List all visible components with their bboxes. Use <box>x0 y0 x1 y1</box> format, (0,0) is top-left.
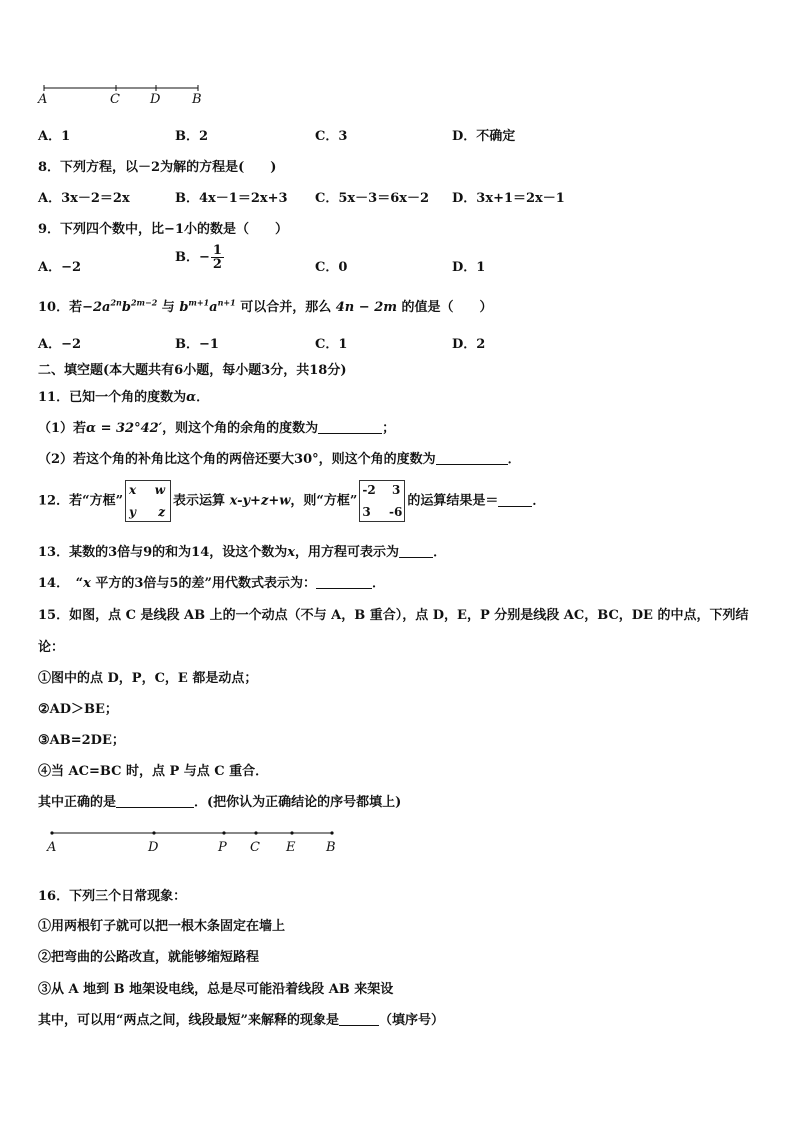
q15-answer-suffix: ．(把你认为正确结论的序号都填上) <box>194 795 402 810</box>
point-label-d: D <box>148 840 159 855</box>
q9-option-d: D．1 <box>452 260 486 275</box>
fraction-numerator: 1 <box>212 243 222 258</box>
section-heading-fill-blank: 二、填空题(本大题共有6小题，每小题3分，共18分) <box>38 363 347 378</box>
point-label-p: P <box>218 840 227 855</box>
q11-sub2 <box>38 448 521 467</box>
q15-answer-line <box>38 791 401 810</box>
q11-sub2-text: （2）若这个角的补角比这个角的两倍还要大30°，则这个角的度数为 <box>38 452 436 467</box>
q12-end: ． <box>532 493 546 509</box>
q9-option-b-prefix: B．− <box>175 250 210 265</box>
segment-figure-top <box>38 80 218 110</box>
q13-text: 13．某数的3倍与9的和为14，设这个数为 <box>38 545 288 560</box>
q12-expression: x-y+z+w <box>229 493 291 509</box>
q14-variable: x <box>83 576 91 591</box>
q10-option-b: B．−1 <box>175 337 219 352</box>
q11-sub1-end: ； <box>382 421 396 436</box>
box-cell-bottom-left: 3 <box>362 505 371 519</box>
q11-stem <box>38 386 209 405</box>
q8-option-b: B．4x－1＝2x+3 <box>175 191 288 206</box>
q10-stem <box>38 296 493 315</box>
q12-box-numeric <box>359 480 405 522</box>
q10-term1-base: −2a <box>82 300 111 315</box>
box-cell-z: z <box>158 505 166 519</box>
box-cell-top-left: -2 <box>362 483 376 497</box>
q9-option-c: C．0 <box>315 260 348 275</box>
q15-statement-1: ①图中的点 D，P，C，E 都是动点； <box>38 671 258 686</box>
q14-end: ． <box>371 576 385 591</box>
q14-answer-blank[interactable] <box>316 576 372 589</box>
box-cell-y: y <box>129 505 137 519</box>
point-label-a: A <box>47 840 57 855</box>
box-cell-bottom-right: -6 <box>389 505 403 519</box>
point-label-d: D <box>150 92 161 107</box>
q11-stem-end: ． <box>196 390 210 405</box>
point-label-b: B <box>192 92 202 107</box>
q15-answer-blank[interactable] <box>116 795 194 808</box>
q14-prefix: 14． “ <box>38 576 84 591</box>
q8-option-a: A．3x－2＝2x <box>38 191 130 206</box>
point-label-b: B <box>326 840 336 855</box>
q10-connector: 与 <box>157 300 180 315</box>
q15-statement-3: ③AB=2DE； <box>38 733 125 748</box>
q10-term1 <box>82 297 158 315</box>
q10-mid-text: 可以合并，那么 <box>235 300 336 315</box>
q7-option-a: A．1 <box>38 129 71 144</box>
q8-stem: 8．下列方程，以－2为解的方程是( ) <box>38 160 277 175</box>
q12-operation-text: 表示运算 <box>173 493 230 509</box>
q10-option-d: D．2 <box>452 337 486 352</box>
q8-option-d: D．3x+1＝2x－1 <box>452 191 565 206</box>
q10-term2-exp2: n+1 <box>217 297 236 308</box>
q12-answer-blank[interactable] <box>498 494 532 507</box>
q9-option-a: A．−2 <box>38 260 82 275</box>
q10-term2 <box>179 297 236 315</box>
q11-stem-text: 11．已知一个角的度数为 <box>38 390 187 405</box>
q13-variable: x <box>287 545 296 560</box>
q11-sub1-text: ，则这个角的余角的度数为 <box>162 421 319 436</box>
q10-option-a: A．−2 <box>38 337 82 352</box>
point-label-c: C <box>110 92 120 107</box>
q11-sub1-prefix: （1）若 <box>38 421 87 436</box>
q11-sub2-end: ． <box>507 452 521 467</box>
q10-term2-exp1: m+1 <box>188 297 210 308</box>
segment-line-top <box>38 80 218 94</box>
q16-answer-blank[interactable] <box>339 1013 379 1026</box>
q15-stem-line1: 15．如图，点 C 是线段 AB 上的一个动点（不与 A，B 重合），点 D，E，P 分别是线段 AC，BC，DE 的中点，下列结 <box>38 608 749 623</box>
q13-end: ． <box>433 545 447 560</box>
q16-statement-3: ③从 A 地到 B 地架设电线，总是尽可能沿着线段 AB 来架设 <box>38 982 394 997</box>
q12-stem <box>38 480 545 522</box>
segment-figure-q15 <box>44 826 344 860</box>
q12-prefix: 12．若“方框” <box>38 493 124 509</box>
q16-statement-1: ①用两根钉子就可以把一根木条固定在墙上 <box>38 919 286 934</box>
segment-line-q15 <box>44 826 344 840</box>
q13-text2: ，用方程可表示为 <box>295 545 400 560</box>
q10-term1-exp2: 2m−2 <box>130 297 158 308</box>
q10-term2-base2: a <box>209 300 218 315</box>
point-label-c: C <box>250 840 260 855</box>
q15-statement-2: ②AD＞BE； <box>38 702 118 717</box>
fraction-denominator: 2 <box>212 257 222 272</box>
box-cell-top-right: 3 <box>392 483 401 497</box>
point-label-a: A <box>38 92 48 107</box>
q15-stem-line2: 论： <box>38 640 65 655</box>
q7-option-c: C．3 <box>315 129 348 144</box>
q8-option-c: C．5x－3＝6x－2 <box>315 191 430 206</box>
q11-sub1 <box>38 417 395 436</box>
q10-expression: 4n − 2m <box>335 300 397 315</box>
q16-statement-2: ②把弯曲的公路改直，就能够缩短路程 <box>38 950 260 965</box>
q10-term2-base: b <box>179 300 189 315</box>
box-cell-x: x <box>129 483 137 497</box>
q10-prefix: 10．若 <box>38 300 83 315</box>
q16-answer-prefix: 其中，可以用“两点之间，线段最短”来解释的现象是 <box>38 1013 339 1028</box>
q12-result-text: 的运算结果是＝ <box>407 493 499 509</box>
q14-stem <box>38 572 385 591</box>
point-label-e: E <box>286 840 296 855</box>
q16-answer-line <box>38 1009 444 1028</box>
q11-sub2-answer-blank[interactable] <box>436 452 508 465</box>
q10-option-c: C．1 <box>315 337 348 352</box>
q10-term1-exp1: 2n <box>110 297 122 308</box>
q11-alpha: α <box>186 390 197 405</box>
q9-stem: 9．下列四个数中，比−1小的数是（ ） <box>38 222 288 237</box>
q15-statement-4: ④当 AC=BC 时，点 P 与点 C 重合． <box>38 764 269 779</box>
q14-text: 平方的3倍与5的差”用代数式表示为： <box>90 576 316 591</box>
q16-answer-suffix: （填序号） <box>378 1013 444 1028</box>
q10-term1-base2: b <box>121 300 131 315</box>
q7-option-d: D．不确定 <box>452 129 516 144</box>
q16-stem: 16．下列三个日常现象： <box>38 889 187 904</box>
q15-answer-prefix: 其中正确的是 <box>38 795 117 810</box>
q11-sub1-math: α = 32°42′ <box>86 421 163 436</box>
q11-sub1-answer-blank[interactable] <box>318 421 382 434</box>
q13-answer-blank[interactable] <box>399 545 433 558</box>
q9-option-b-fraction <box>211 244 224 271</box>
box-cell-w: w <box>154 483 166 497</box>
q12-mid-text: ，则“方框” <box>290 493 358 509</box>
q12-box-symbolic <box>125 480 171 522</box>
q7-option-b: B．2 <box>175 129 209 144</box>
q10-suffix: 的值是（ ） <box>397 300 493 315</box>
q9-option-b <box>175 244 225 271</box>
q13-stem <box>38 541 446 560</box>
